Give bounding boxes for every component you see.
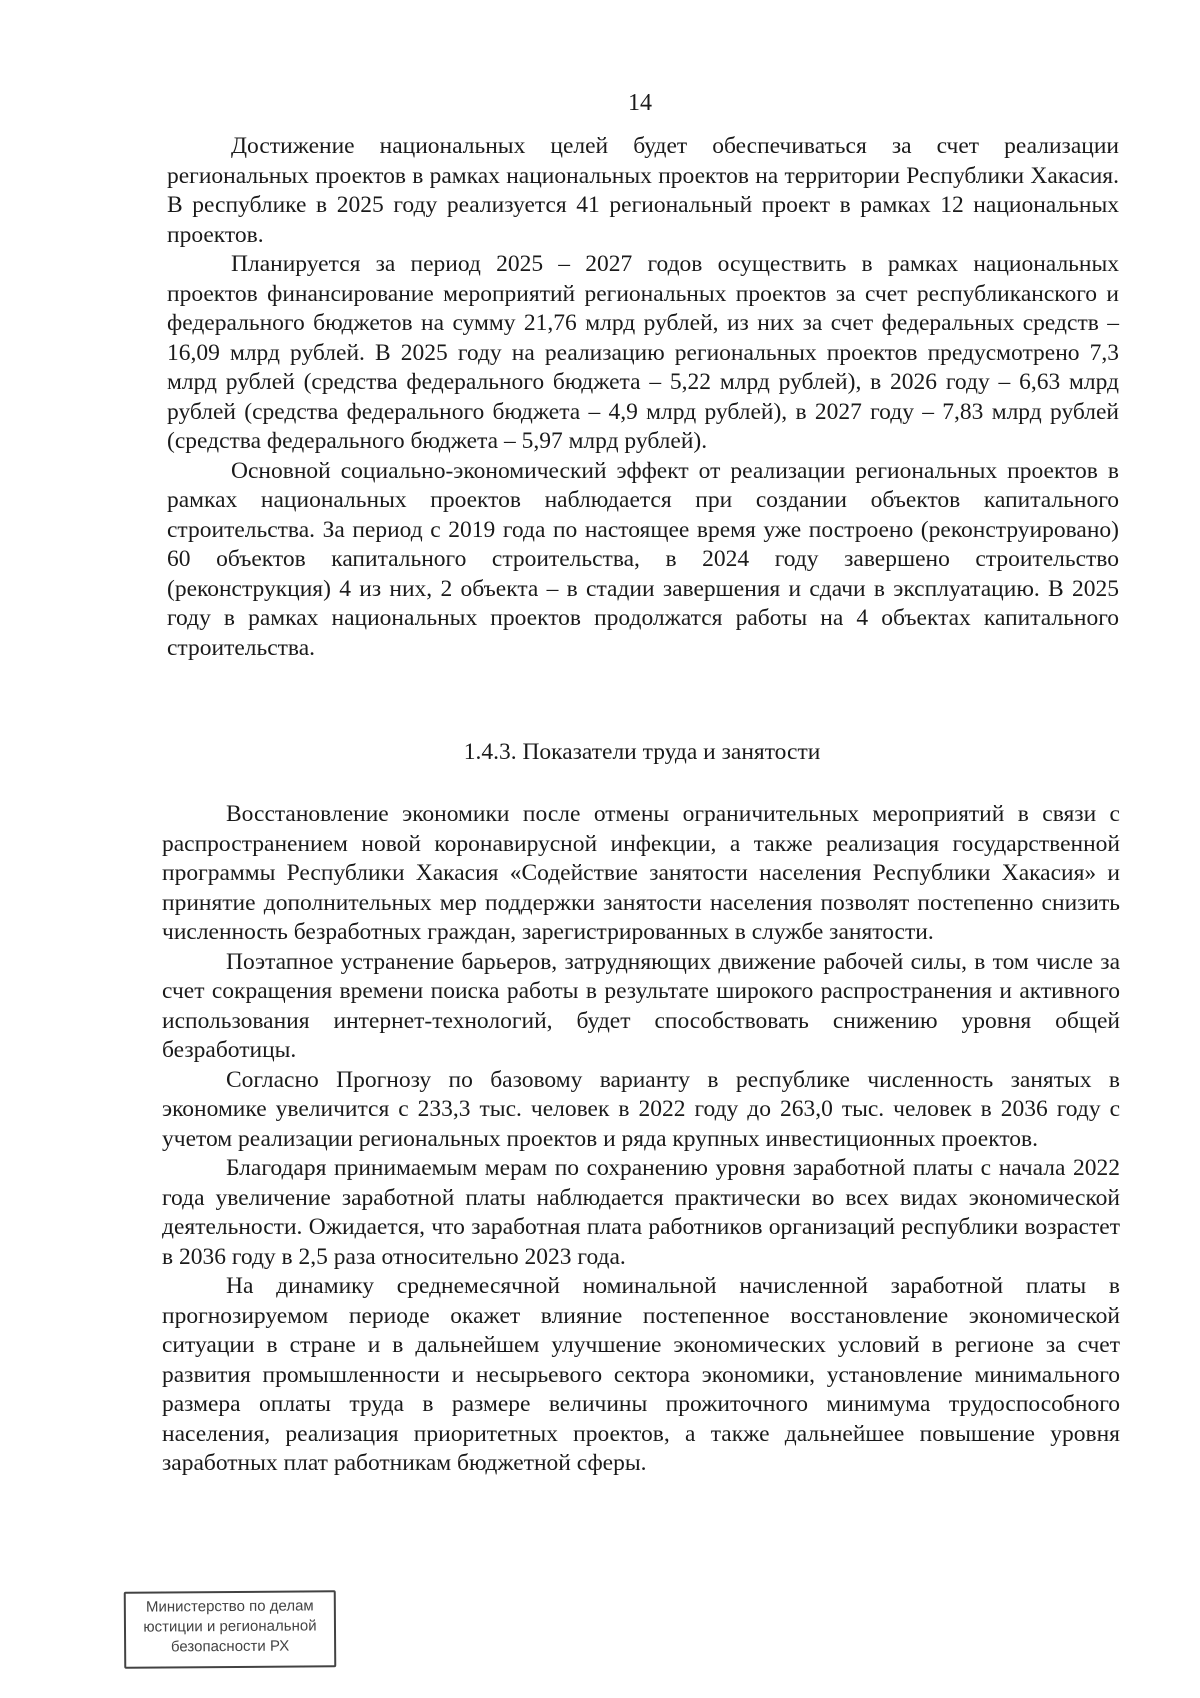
paragraph: Восстановление экономики после отмены ограничительных мероприятий в связи с распространением новой коронавирусной инфекции, а также реализация государственной программы Республики Хакасия «Содействие занятости населения Республики Хакасия» и принятие дополнительных мер поддержки занятости населения позволят постепенно снизить численность безработных граждан, зарегистрированных в службе занятости. <box>162 801 1120 945</box>
paragraph: На динамику среднемесячной номинальной начисленной заработной платы в прогнозируемом периоде окажет влияние постепенное восстановление экономической ситуации в стране и в дальнейшем улучшение экономических условий в регионе за счет развития промышленности и несырьевого сектора экономики, установление минимального размера оплаты труда в размере величины прожиточного минимума трудоспособного населения, реализация приоритетных проектов, а также дальнейшее повышение уровня заработных плат работникам бюджетной сферы. <box>162 1273 1120 1476</box>
paragraph: Основной социально-экономический эффект от реализации региональных проектов в рамках национальных проектов наблюдается при создании объектов капитального строительства. За период с 2019 года по настоящее время уже построено (реконструировано) 60 объектов капитального строительства, в 2024 году завершено строительство (реконструкция) 4 из них, 2 объекта – в стадии завершения и сдачи в эксплуатацию. В 2025 году в рамках национальных проектов продолжатся работы на 4 объектах капитального строительства. <box>167 457 1119 661</box>
paragraph: Достижение национальных целей будет обеспечиваться за счет реализации региональных проектов в рамках национальных проектов на территории Республики Хакасия. В республике в 2025 году реализуется 41 региональный проект в рамках 12 национальных проектов. <box>167 133 1119 248</box>
paragraph: Согласно Прогнозу по базовому варианту в республике численность занятых в экономике увеличится с 233,3 тыс. человек в 2022 году до 263,0 тыс. человек в 2036 году с учетом реализации региональных проектов и ряда крупных инвестиционных проектов. <box>162 1066 1120 1152</box>
ministry-stamp <box>124 1590 337 1668</box>
stamp-line: юстиции и региональной <box>143 1617 317 1636</box>
text-block-bottom <box>162 800 1120 1479</box>
page-number: 14 <box>628 90 652 116</box>
paragraph: Благодаря принимаемым мерам по сохранению уровня заработной платы с начала 2022 года увеличение заработной платы наблюдается практически во всех видах экономической деятельности. Ожидается, что заработная плата работников организаций республики возрастет в 2036 году в 2,5 раза относительно 2023 года. <box>162 1155 1120 1270</box>
paragraph: Планируется за период 2025 – 2027 годов осуществить в рамках национальных проектов финансирование мероприятий региональных проектов за счет республиканского и федерального бюджетов на сумму 21,76 млрд рублей, из них за счет федеральных средств – 16,09 млрд рублей. В 2025 году на реализацию региональных проектов предусмотрено 7,3 млрд рублей (средства федерального бюджета – 5,22 млрд рублей), в 2026 году – 6,63 млрд рублей (средства федерального бюджета – 4,9 млрд рублей), в 2027 году – 7,83 млрд рублей (средства федерального бюджета – 5,97 млрд рублей). <box>167 251 1119 454</box>
section-heading: 1.4.3. Показатели труда и занятости <box>463 739 821 765</box>
stamp-line: безопасности РХ <box>170 1637 290 1656</box>
text-block-top <box>167 132 1119 663</box>
paragraph: Поэтапное устранение барьеров, затрудняющих движение рабочей силы, в том числе за счет сокращения времени поиска работы в результате широкого распространения и активного использования интернет-технологий, будет способствовать снижению уровня общей безработицы. <box>162 948 1120 1063</box>
stamp-line: Министерство по делам <box>145 1597 314 1616</box>
